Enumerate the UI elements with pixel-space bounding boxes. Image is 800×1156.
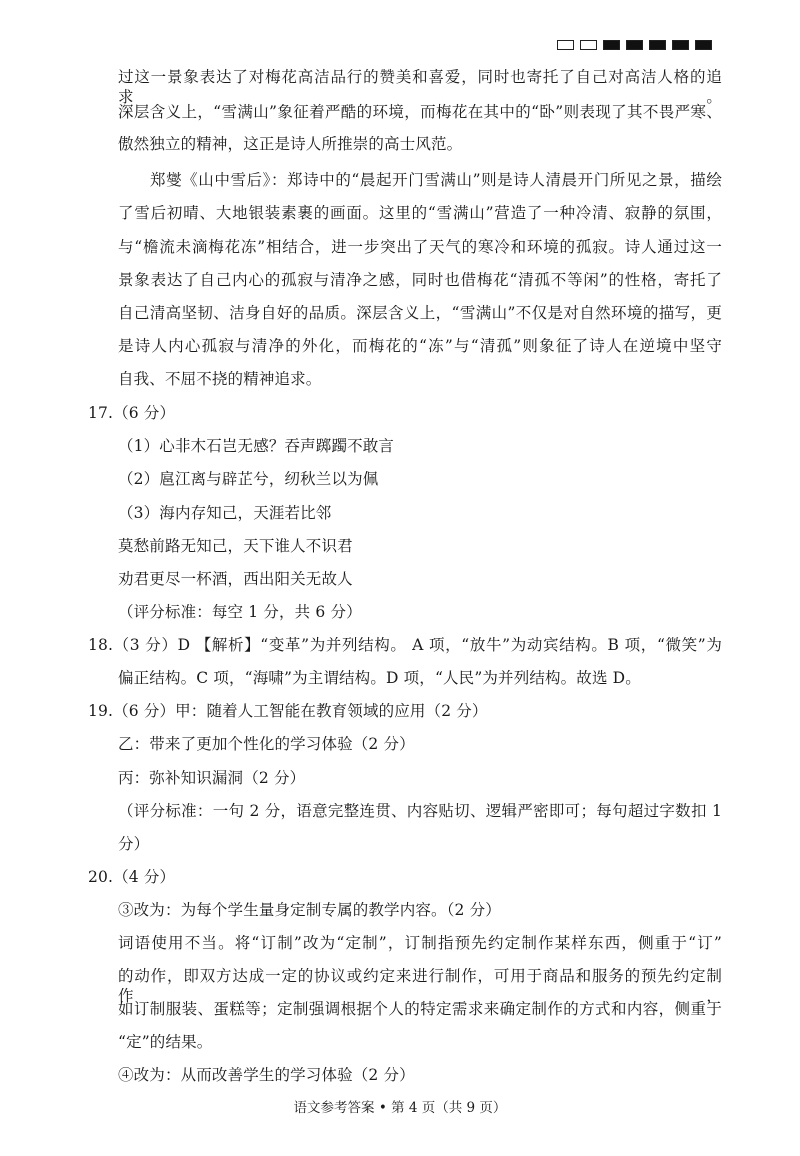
text-line: 的动作，即双方达成一定的协议或约定来进行制作，可用于商品和服务的预先约定制作， xyxy=(118,967,722,1005)
text-line: 过这一景象表达了对梅花高洁品行的赞美和喜爱，同时也寄托了自己对高洁人格的追求。 xyxy=(118,68,722,106)
text-line: 自我、不屈不挠的精神追求。 xyxy=(118,370,322,388)
question-20-header: 20.（4 分） xyxy=(88,868,176,886)
text-line: 是诗人内心孤寂与清净的外化，而梅花的“冻”与“清孤”则象征了诗人在逆境中坚守 xyxy=(118,337,722,355)
marker-box-filled xyxy=(603,40,620,50)
paragraph-first-line: 郑燮《山中雪后》：郑诗中的“晨起开门雪满山”则是诗人清晨开门所见之景，描绘 xyxy=(150,171,722,189)
text-line: 自己清高坚韧、洁身自好的品质。深层含义上，“雪满山”不仅是对自然环境的描写，更 xyxy=(118,304,722,322)
answer-item: 乙：带来了更加个性化的学习体验（2 分） xyxy=(118,735,415,753)
answer-item: 劝君更尽一杯酒，西出阳关无故人 xyxy=(118,570,353,588)
text-line: 词语使用不当。将“订制”改为“定制”，订制指预先约定制作某样东西，侧重于“订” xyxy=(118,934,722,952)
answer-item: （2）扈江离与辟芷兮，纫秋兰以为佩 xyxy=(118,470,379,488)
scoring-note: （评分标准：一句 2 分，语意完整连贯、内容贴切、逻辑严密即可；每句超过字数扣 1 xyxy=(118,802,722,820)
marker-box-empty xyxy=(580,40,597,50)
page-footer: 语文参考答案 • 第 4 页（共 9 页） xyxy=(293,1100,507,1116)
answer-item: （1）心非木石岂无感？吞声踯躅不敢言 xyxy=(118,437,395,455)
answer-item: 莫愁前路无知己，天下谁人不识君 xyxy=(118,537,353,555)
marker-box-filled xyxy=(626,40,643,50)
marker-box-filled xyxy=(649,40,666,50)
text-line: “定”的结果。 xyxy=(118,1033,213,1051)
text-line: 深层含义上，“雪满山”象征着严酷的环境，而梅花在其中的“卧”则表现了其不畏严寒、 xyxy=(118,103,722,121)
scoring-note: （评分标准：每空 1 分，共 6 分） xyxy=(118,603,362,621)
question-17-header: 17.（6 分） xyxy=(88,404,176,422)
text-line: 景象表达了自己内心的孤寂与清净之感，同时也借梅花“清孤不等闲”的性格，寄托了 xyxy=(118,271,722,289)
marker-box-filled xyxy=(672,40,689,50)
answer-item: ④改为：从而改善学生的学习体验（2 分） xyxy=(118,1066,415,1084)
scoring-note: 分） xyxy=(118,835,150,853)
text-line: 偏正结构。C 项，“海啸”为主谓结构。D 项，“人民”为并列结构。故选 D。 xyxy=(118,669,641,687)
text-line: 如订制服装、蛋糕等；定制强调根据个人的特定需求来确定制作的方式和内容，侧重于 xyxy=(118,1000,722,1018)
marker-box-empty xyxy=(557,40,574,50)
marker-box-filled xyxy=(695,40,712,50)
text-line: 了雪后初晴、大地银装素裹的画面。这里的“雪满山”营造了一种冷清、寂静的氛围， xyxy=(118,204,722,222)
answer-item: ③改为：为每个学生量身定制专属的教学内容。（2 分） xyxy=(118,901,501,919)
answer-item: 丙：弥补知识漏洞（2 分） xyxy=(118,769,306,787)
question-19: 19.（6 分）甲：随着人工智能在教育领域的应用（2 分） xyxy=(88,702,488,720)
page-marker-boxes xyxy=(557,40,712,50)
text-line: 与“檐流未滴梅花冻”相结合，进一步突出了天气的寒冷和环境的孤寂。诗人通过这一 xyxy=(118,238,722,256)
answer-item: （3）海内存知己，天涯若比邻 xyxy=(118,504,332,522)
text-line: 傲然独立的精神，这正是诗人所推崇的高士风范。 xyxy=(118,135,463,153)
question-18: 18.（3 分）D 【解析】“变革”为并列结构。 A 项，“放牛”为动宾结构。B 项，“微笑”为 xyxy=(88,636,722,654)
